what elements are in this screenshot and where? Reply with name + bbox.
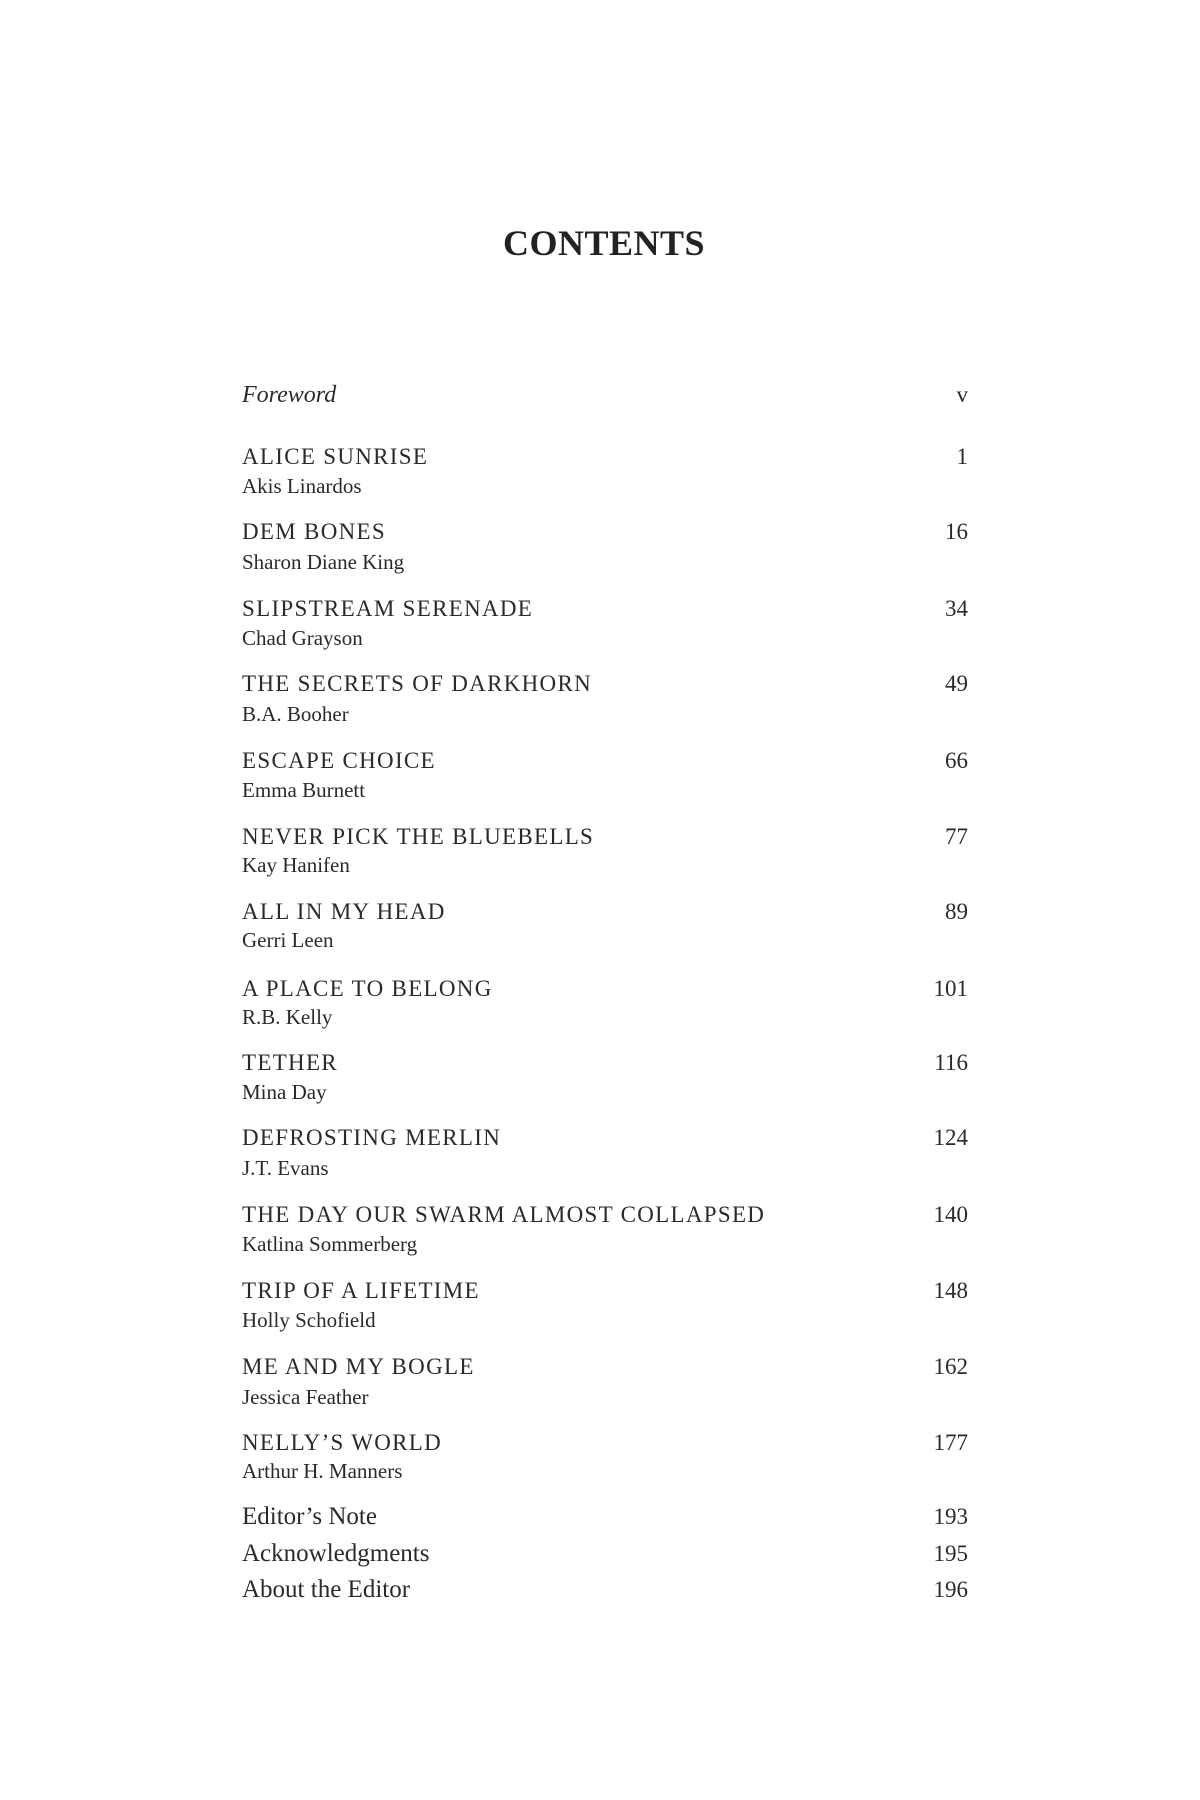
page-number: 77 bbox=[945, 824, 968, 849]
story-author: Holly Schofield bbox=[242, 1308, 376, 1332]
story-author: Emma Burnett bbox=[242, 778, 366, 802]
page-number: 193 bbox=[933, 1504, 968, 1529]
page-number: 196 bbox=[933, 1577, 968, 1602]
back-matter-label: Acknowledgments bbox=[242, 1540, 430, 1567]
page-title: CONTENTS bbox=[502, 223, 706, 263]
story-title: THE DAY OUR SWARM ALMOST COLLAPSED bbox=[242, 1202, 766, 1227]
story-title: A PLACE TO BELONG bbox=[242, 976, 493, 1001]
page-number: v bbox=[956, 382, 968, 407]
page-number: 1 bbox=[956, 444, 968, 469]
story-author: R.B. Kelly bbox=[242, 1005, 333, 1029]
story-author: Arthur H. Manners bbox=[242, 1459, 403, 1483]
toc-entry-story[interactable] bbox=[242, 748, 968, 774]
story-author: Sharon Diane King bbox=[242, 550, 405, 574]
back-matter-label: About the Editor bbox=[242, 1576, 411, 1603]
page-number: 101 bbox=[933, 976, 968, 1001]
story-title: TETHER bbox=[242, 1050, 338, 1075]
page-number: 140 bbox=[933, 1202, 968, 1227]
story-title: NELLY’S WORLD bbox=[242, 1430, 443, 1455]
toc-entry-story[interactable] bbox=[242, 596, 968, 622]
page-number: 195 bbox=[933, 1541, 968, 1566]
toc-entry-about-the-editor[interactable] bbox=[242, 1576, 968, 1604]
toc-entry-story[interactable] bbox=[242, 1050, 968, 1076]
story-title: SLIPSTREAM SERENADE bbox=[242, 596, 534, 621]
page-number: 89 bbox=[945, 899, 968, 924]
story-title: ESCAPE CHOICE bbox=[242, 748, 436, 773]
toc-entry-story[interactable] bbox=[242, 1202, 968, 1228]
story-title: NEVER PICK THE BLUEBELLS bbox=[242, 824, 595, 849]
story-author: Gerri Leen bbox=[242, 928, 334, 952]
page-number: 34 bbox=[945, 596, 968, 621]
page-number: 162 bbox=[933, 1354, 968, 1379]
toc-entry-story[interactable] bbox=[242, 671, 968, 697]
story-author: Mina Day bbox=[242, 1080, 327, 1104]
page-number: 66 bbox=[945, 748, 968, 773]
story-author: B.A. Booher bbox=[242, 702, 349, 726]
toc-entry-story[interactable] bbox=[242, 1354, 968, 1380]
page-number: 148 bbox=[933, 1278, 968, 1303]
story-title: ME AND MY BOGLE bbox=[242, 1354, 475, 1379]
toc-entry-story[interactable] bbox=[242, 1278, 968, 1304]
page-number: 116 bbox=[934, 1050, 968, 1075]
page-number: 49 bbox=[945, 671, 968, 696]
toc-entry-story[interactable] bbox=[242, 1125, 968, 1151]
story-author: Katlina Sommerberg bbox=[242, 1232, 418, 1256]
story-author: J.T. Evans bbox=[242, 1156, 329, 1180]
story-title: DEFROSTING MERLIN bbox=[242, 1125, 502, 1150]
toc-entry-story[interactable] bbox=[242, 824, 968, 850]
toc-entry-acknowledgments[interactable] bbox=[242, 1540, 968, 1568]
toc-entry-story[interactable] bbox=[242, 976, 968, 1002]
story-title: ALL IN MY HEAD bbox=[242, 899, 446, 924]
back-matter-label: Editor’s Note bbox=[242, 1503, 377, 1530]
story-author: Jessica Feather bbox=[242, 1385, 369, 1409]
toc-entry-story[interactable] bbox=[242, 444, 968, 470]
story-title: THE SECRETS OF DARKHORN bbox=[242, 671, 593, 696]
story-title: TRIP OF A LIFETIME bbox=[242, 1278, 480, 1303]
toc-entry-story[interactable] bbox=[242, 519, 968, 545]
page-number: 124 bbox=[933, 1125, 968, 1150]
toc-entry-foreword[interactable] bbox=[242, 382, 968, 409]
story-title: ALICE SUNRISE bbox=[242, 444, 429, 469]
story-title: DEM BONES bbox=[242, 519, 386, 544]
story-author: Akis Linardos bbox=[242, 474, 362, 498]
toc-entry-editors-note[interactable] bbox=[242, 1503, 968, 1531]
foreword-label: Foreword bbox=[242, 382, 337, 408]
toc-entry-story[interactable] bbox=[242, 1430, 968, 1456]
toc-entry-story[interactable] bbox=[242, 899, 968, 925]
page-number: 177 bbox=[933, 1430, 968, 1455]
story-author: Chad Grayson bbox=[242, 626, 363, 650]
page-number: 16 bbox=[945, 519, 968, 544]
story-author: Kay Hanifen bbox=[242, 853, 350, 877]
